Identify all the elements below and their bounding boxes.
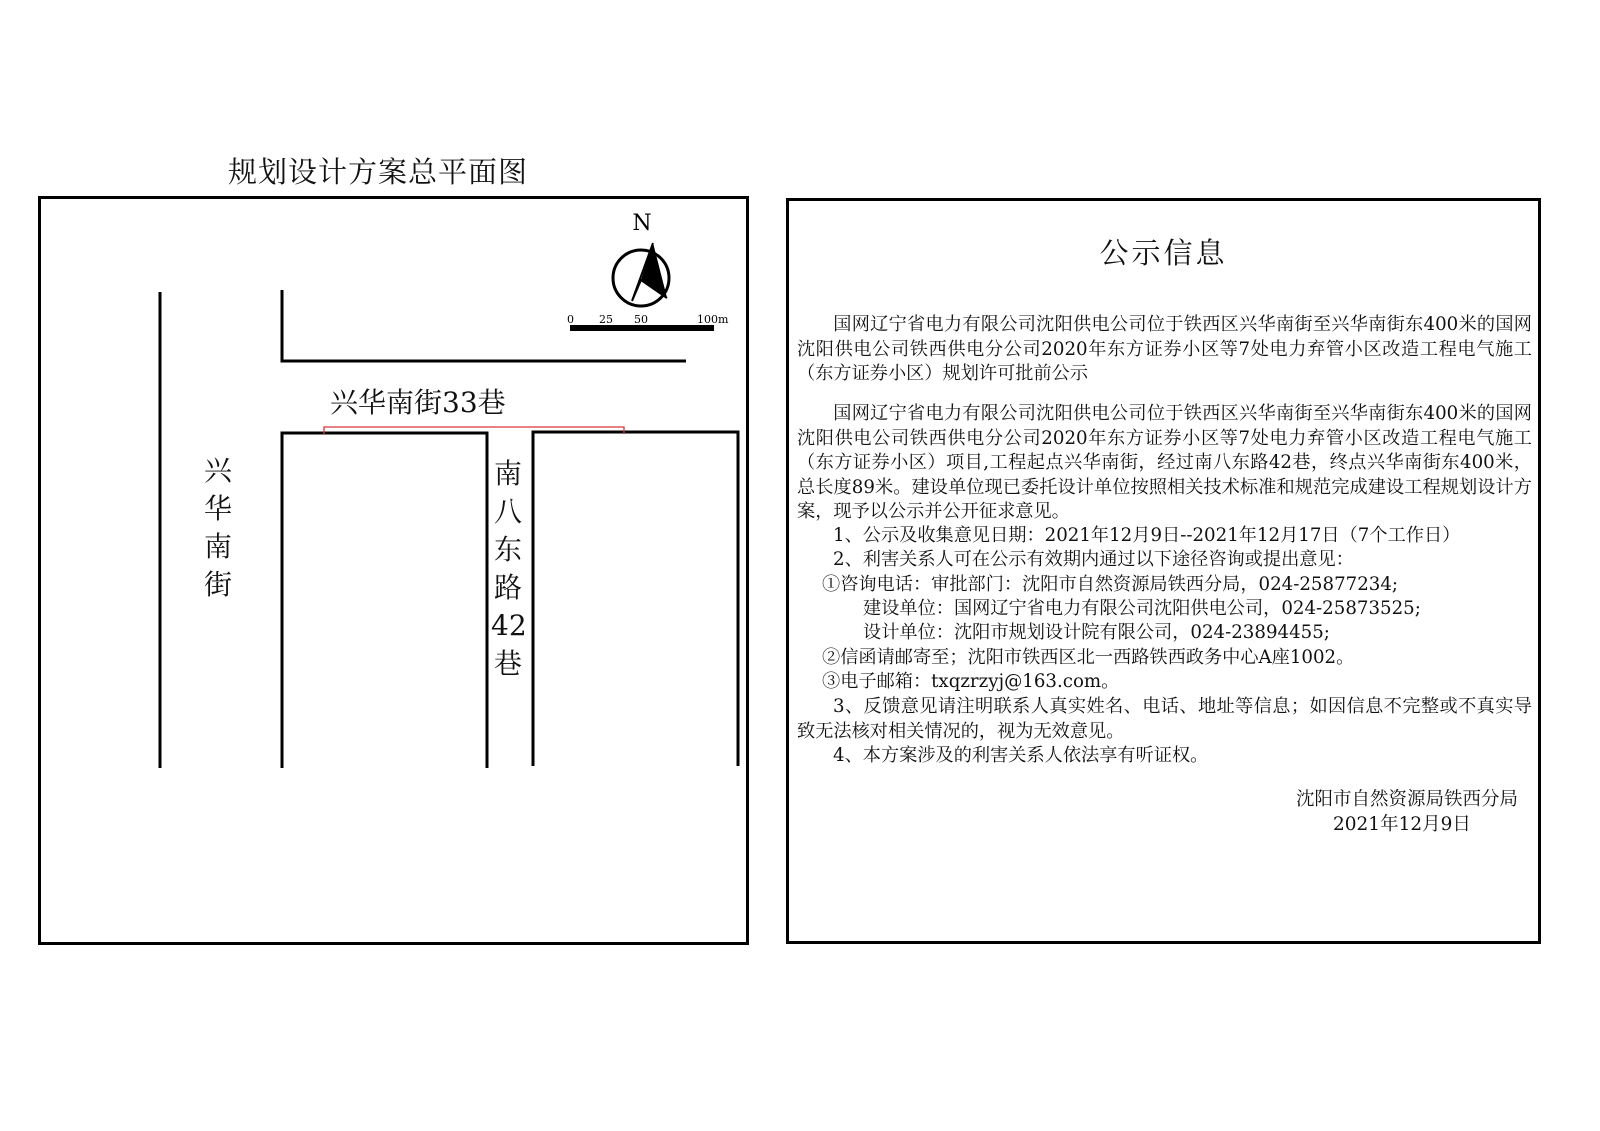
scale-tick: 100m (697, 313, 729, 326)
block-outline (282, 433, 487, 768)
notice-item-1: 1、公示及收集意见日期：2021年12月9日--2021年12月17日（7个工作日） (833, 525, 1461, 546)
signature-block (1296, 787, 1518, 837)
notice-body-paragraph (797, 402, 1532, 525)
notice-item-3 (797, 695, 1532, 744)
scale-tick: 0 (567, 313, 574, 326)
contact-email: ③电子邮箱：txqzrzyj@163.com。 (822, 671, 1120, 692)
signature-org: 沈阳市自然资源局铁西分局 (1295, 789, 1518, 810)
road-label-char: 路 (493, 571, 522, 604)
road-label-char: 42 (491, 609, 527, 642)
road-label-char: 南 (203, 530, 232, 563)
contact-mail-address: ②信函请邮寄至；沈阳市铁西区北一西路铁西政务中心A座1002。 (822, 647, 1355, 668)
road-label-char: 东 (493, 533, 522, 566)
road-label-char: 街 (203, 568, 232, 601)
map-title: 规划设计方案总平面图 (228, 155, 529, 189)
road-label-xinghua-33: 兴华南街33巷 (330, 386, 506, 419)
road-label-char: 华 (203, 492, 232, 525)
signature-date: 2021年12月9日 (1332, 814, 1471, 835)
scale-tick: 50 (634, 313, 648, 326)
contact-phone-builder: 建设单位：国网辽宁省电力有限公司沈阳供电公司，024-25873525; (863, 598, 1421, 619)
paragraph-text: 3、反馈意见请注明联系人真实姓名、电话、地址等信息；如因信息不完整或不真实导致无法核对相关情况的，视为无效意见。 (797, 696, 1532, 742)
road-label-char: 八 (493, 495, 522, 528)
contact-phone-approval: ①咨询电话：审批部门：沈阳市自然资源局铁西分局，024-25877234; (822, 574, 1399, 595)
road-label-nanba-42 (491, 455, 525, 683)
road-label-char: 兴 (203, 454, 232, 487)
road-label-char: 巷 (493, 647, 522, 680)
north-arrow-icon (613, 243, 669, 306)
scale-tick: 25 (599, 313, 613, 326)
notice-heading-paragraph (797, 313, 1532, 387)
notice-panel (786, 198, 1541, 944)
notice-title: 公示信息 (1099, 236, 1228, 270)
notice-item-4: 4、本方案涉及的利害关系人依法享有听证权。 (833, 745, 1209, 766)
block-outline (533, 432, 738, 766)
road-label-char: 南 (493, 457, 522, 490)
paragraph-text: 国网辽宁省电力有限公司沈阳供电公司位于铁西区兴华南街至兴华南街东400米的国网沈阳供电公司铁西供电分公司2020年东方证券小区等7处电力弃管小区改造工程电气施工（东方证券小区）规划许可批前公示 (797, 314, 1532, 384)
notice-item-2: 2、利害关系人可在公示有效期内通过以下途径咨询或提出意见： (833, 549, 1354, 570)
north-label: N (632, 211, 652, 236)
paragraph-text: 国网辽宁省电力有限公司沈阳供电公司位于铁西区兴华南街至兴华南街东400米的国网沈阳供电公司铁西供电分公司2020年东方证券小区等7处电力弃管小区改造工程电气施工（东方证券小区）项目,工程起点兴华南街，经过南八东路42巷，终点兴华南街东400米，总长度89米。建设单位现已委托设计单位按照相关技术标准和规范完成建设工程规划设计方案，现予以公示并公开征求意见。 (797, 403, 1532, 522)
road-label-xinghua-south (201, 452, 235, 604)
contact-phone-designer: 设计单位：沈阳市规划设计院有限公司，024-23894455; (863, 622, 1330, 643)
